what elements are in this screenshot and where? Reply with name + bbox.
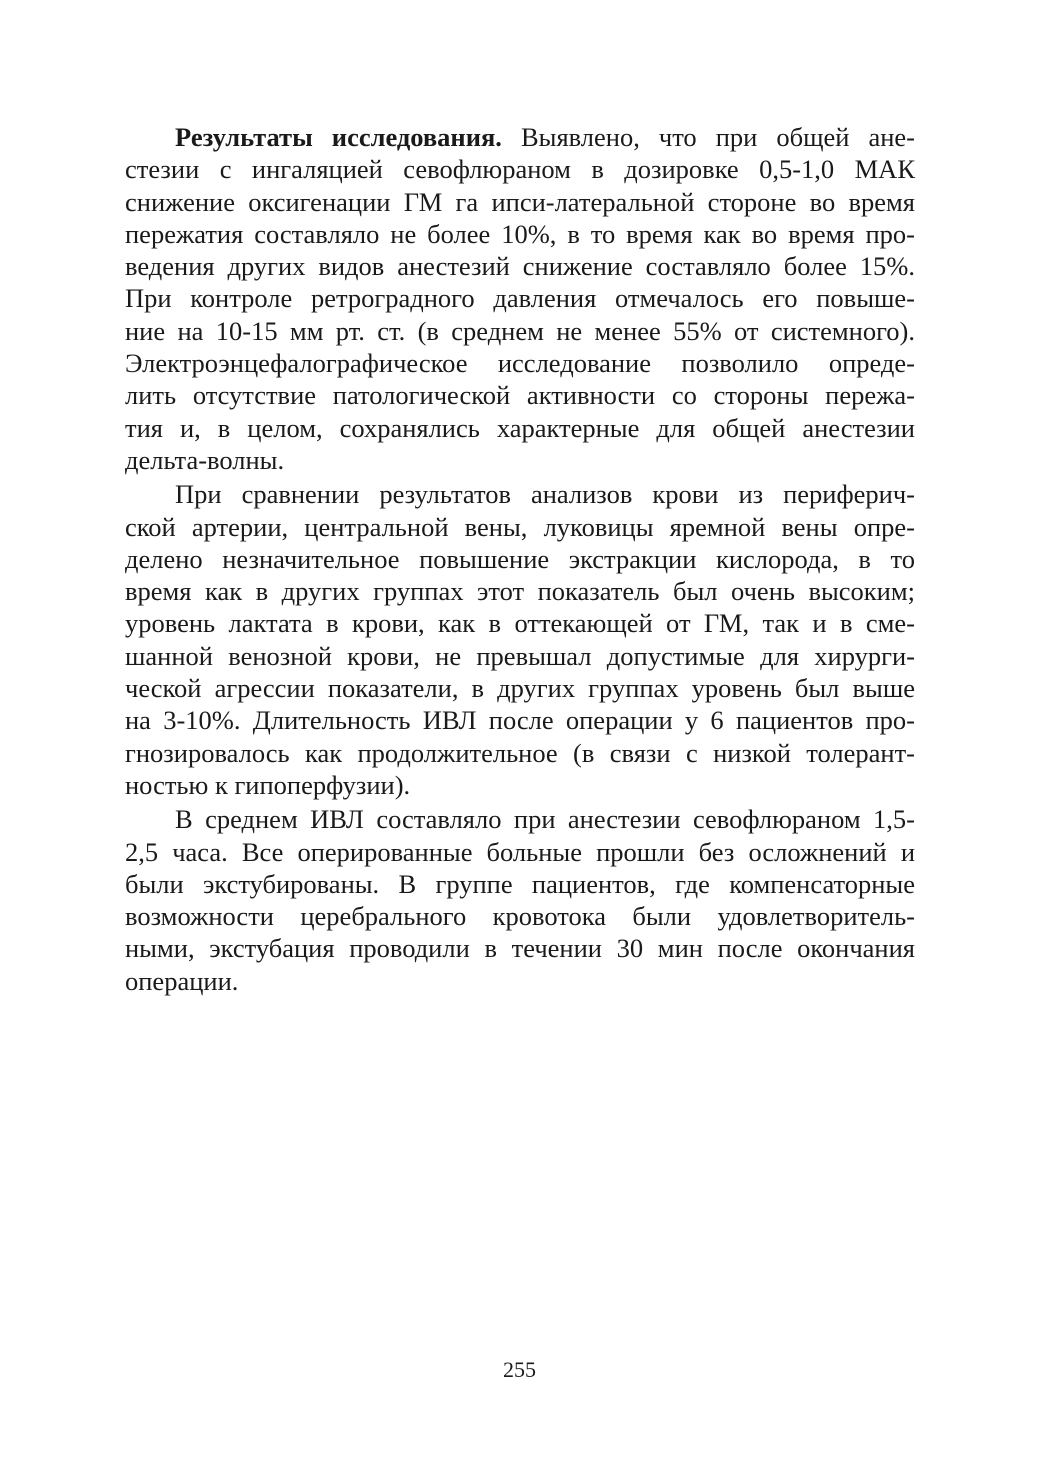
text-line: ние на 10-15 мм рт. ст. (в среднем не менее 55% от системного).	[125, 315, 915, 346]
text-line: ностью к гипоперфузии).	[125, 769, 411, 800]
page-body	[125, 121, 915, 997]
text-line: на 3-10%. Длительность ИВЛ после операции у 6 пациентов про-	[125, 705, 915, 736]
text-line: операции.	[125, 965, 239, 996]
text-line: ческой агрессии показатели, в других группах уровень был выше	[125, 673, 915, 704]
text-line: ской артерии, центральной вены, луковицы яремной вены опре-	[125, 511, 915, 542]
text-line: гнозировалось как продолжительное (в связи с низкой толерант-	[125, 737, 915, 768]
text-line: стезии с ингаляцией севофлюраном в дозировке 0,5-1,0 МАК	[125, 154, 915, 185]
text-line: При контроле ретроградного давления отмечалось его повыше-	[125, 283, 915, 314]
text-line: ведения других видов анестезий снижение составляло более 15%.	[125, 251, 915, 282]
text-line: лить отсутствие патологической активности со стороны пережа-	[125, 380, 915, 411]
text-line: пережатия составляло не более 10%, в то время как во время про-	[125, 218, 915, 249]
text-line: Результаты исследования. Выявлено, что при общей ане-	[175, 122, 915, 152]
text-line: были экстубированы. В группе пациентов, где компенсаторные	[125, 868, 915, 899]
paragraph-results	[125, 121, 915, 476]
text-line: 2,5 часа. Все оперированные больные прошли без осложнений и	[125, 836, 915, 867]
section-heading: Результаты исследования.	[175, 122, 502, 152]
paragraph-ventilation	[125, 803, 915, 997]
text-line: дельта-волны.	[125, 444, 285, 475]
page-number: 255	[503, 1357, 536, 1382]
text-line: делено незначительное повышение экстракции кислорода, в то	[125, 543, 915, 574]
text-line: уровень лактата в крови, как в оттекающей от ГМ, так и в сме-	[125, 608, 915, 639]
text-line: ными, экстубация проводили в течении 30 мин после окончания	[125, 933, 915, 964]
text-line: тия и, в целом, сохранялись характерные для общей анестезии	[125, 412, 915, 443]
text-line: снижение оксигенации ГМ га ипси-латеральной стороне во время	[125, 186, 915, 217]
text-line: шанной венозной крови, не превышал допустимые для хирурги-	[125, 640, 915, 671]
text-line: В среднем ИВЛ составляло при анестезии севофлюраном 1,5-	[175, 804, 915, 835]
text-line: Электроэнцефалографическое исследование позволило опреде-	[125, 348, 915, 379]
paragraph-blood-analysis	[125, 478, 915, 801]
text-line: При сравнении результатов анализов крови из периферич-	[175, 479, 915, 510]
text-line: время как в других группах этот показатель был очень высоким;	[125, 576, 915, 607]
text-line: возможности церебрального кровотока были удовлетворитель-	[125, 901, 915, 932]
